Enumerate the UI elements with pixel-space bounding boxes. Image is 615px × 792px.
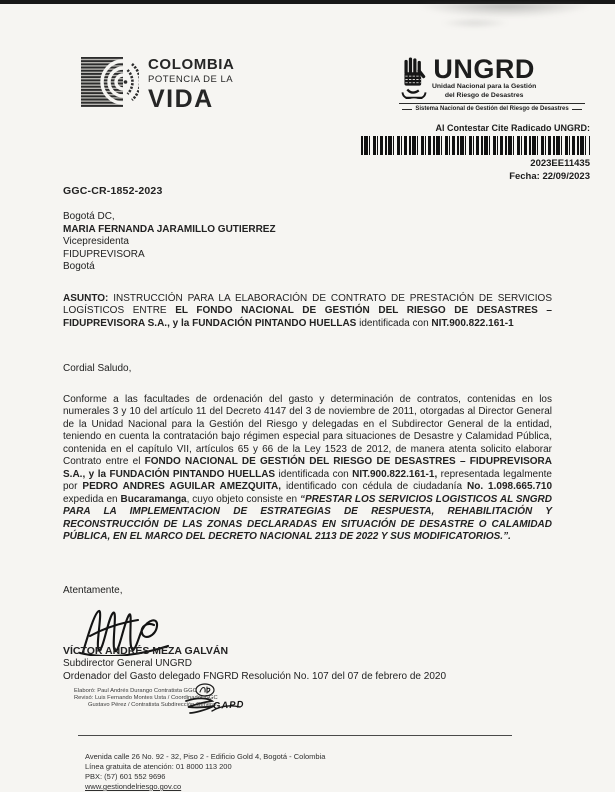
barcode [361, 136, 590, 155]
colombia-logo-text [148, 57, 234, 112]
footer-address: Avenida calle 26 No. 92 - 32, Piso 2 - Edificio Gold 4, Bogotá - Colombia [85, 752, 326, 761]
recipient-name: MARIA FERNANDA JARAMILLO GUTIERREZ [63, 223, 276, 235]
radicado-date: Fecha: 22/09/2023 [509, 171, 590, 182]
ungrd-hand-icon [399, 57, 429, 99]
ungrd-logo-text [432, 54, 537, 100]
colombia-logo-icon [81, 57, 139, 109]
footer-hotline: Línea gratuita de atención: 01 8000 113 200 [85, 762, 232, 771]
footer-pbx: PBX: (57) 601 552 9696 [85, 772, 166, 781]
colombia-logo [81, 57, 234, 112]
recipient-company: FIDUPREVISORA [63, 248, 145, 260]
greeting-line: Cordial Saludo, [63, 363, 132, 374]
recipient-location: Bogotá [63, 261, 95, 272]
radicado-label: Al Contestar Cite Radicado UNGRD: [435, 123, 590, 133]
colombia-logo-line2: POTENCIA DE LA [148, 74, 234, 85]
recipient-city: Bogotá DC, [63, 211, 115, 222]
reviewed-by-line: Revisó: Luis Fernando Montes Usta / Coordinador GGC [74, 695, 218, 702]
ungrd-logo [399, 54, 585, 113]
footer-block [85, 752, 325, 792]
ungrd-name-line2: del Riesgo de Desastres [444, 91, 524, 99]
footer-website: www.gestiondelriesgo.gov.co [85, 782, 182, 791]
signer-block [63, 645, 446, 683]
reference-number: GGC-CR-1852-2023 [63, 185, 163, 197]
ungrd-name-line1: Unidad Nacional para la Gestión [432, 83, 537, 91]
ungrd-logo-divider [399, 103, 585, 104]
ungrd-system-text: Sistema Nacional de Gestión del Riesgo de Desastres [415, 106, 569, 113]
reviewed-by-line2: Gustavo Pérez / Contratista Subdirección General [88, 702, 217, 709]
signer-delegation: Ordenador del Gasto delegado FNGRD Resolución No. 107 del 07 de febrero de 2020 [63, 670, 447, 682]
signer-title: Subdirector General UNGRD [63, 657, 192, 669]
radicado-block [361, 123, 590, 182]
handwritten-note-text: GAPD [212, 699, 245, 712]
prepared-by-line: Elaboró: Paul Andrés Durango Contratista GGC [74, 688, 197, 694]
subject-paragraph: ASUNTO: INSTRUCCIÓN PARA LA ELABORACIÓN DE CONTRATO DE PRESTACIÓN DE SERVICIOS LOGÍSTICOS ENTRE EL FONDO NACIONAL DE GESTIÓN DEL RIESGO DE DESASTRES – FIDUPREVISORA S.A., y la FUNDACIÓN PINTANDO HUELLAS identificada con NIT.900.822.161-1 [63, 293, 552, 329]
ungrd-system-dash [572, 109, 582, 110]
ungrd-system-dash [402, 109, 412, 110]
ungrd-acronym: UNGRD [433, 54, 535, 84]
colombia-logo-line1: COLOMBIA [148, 56, 235, 73]
recipient-block [63, 211, 276, 274]
radicado-number: 2023EE11435 [530, 158, 590, 169]
recipient-title: Vicepresidenta [63, 236, 129, 247]
closing-line: Atentamente, [63, 585, 123, 596]
scan-smudge [420, 3, 590, 17]
ungrd-system-line [399, 106, 585, 112]
footer-divider [78, 735, 512, 736]
signer-name: VÍCTOR ANDRÉS MEZA GALVÁN [63, 645, 229, 657]
scan-smudge [440, 18, 510, 28]
body-paragraph: Conforme a las facultades de ordenación del gasto y determinación de contratos, contenidas en los numerales 3 y 10 del artículo 11 del Decreto 4147 del 3 de noviembre de 2011, otorgadas al Director General de la Unidad Nacional para la Gestión del Riesgo y delegadas en el Subdirector General de la entidad, teniendo en cuenta la contratación bajo régimen especial para situaciones de Desastre y Calamidad Pública, contenida en el capítulo VII, artículos 65 y 66 de la Ley 1523 de 2012, de manera atenta solicito elaborar Contrato entre el FONDO NACIONAL DE GESTIÓN DEL RIESGO DE DESASTRES – FIDUPREVISORA S.A., y la FUNDACIÓN PINTANDO HUELLAS identificada con NIT.900.822.161-1, representada legalmente por PEDRO ANDRES AGUILAR AMEZQUITA, identificado con cédula de ciudadanía No. 1.098.665.710 expedida en Bucaramanga, cuyo objeto consiste en “PRESTAR LOS SERVICIOS LOGISTICOS AL SNGRD PARA LA IMPLEMENTACION DE ESTRATEGIAS DE RESPUESTA, REHABILITACIÓN Y RECONSTRUCCIÓN DE LAS ZONAS DECLARADAS EN SITUACIÓN DE DESASTRE O CALAMIDAD PÚBLICA, EN EL MARCO DEL DECRETO NACIONAL 2113 DE 2022 Y SUS MODIFICATORIOS.”. [63, 394, 553, 542]
colombia-logo-line3: VIDA [148, 84, 214, 113]
